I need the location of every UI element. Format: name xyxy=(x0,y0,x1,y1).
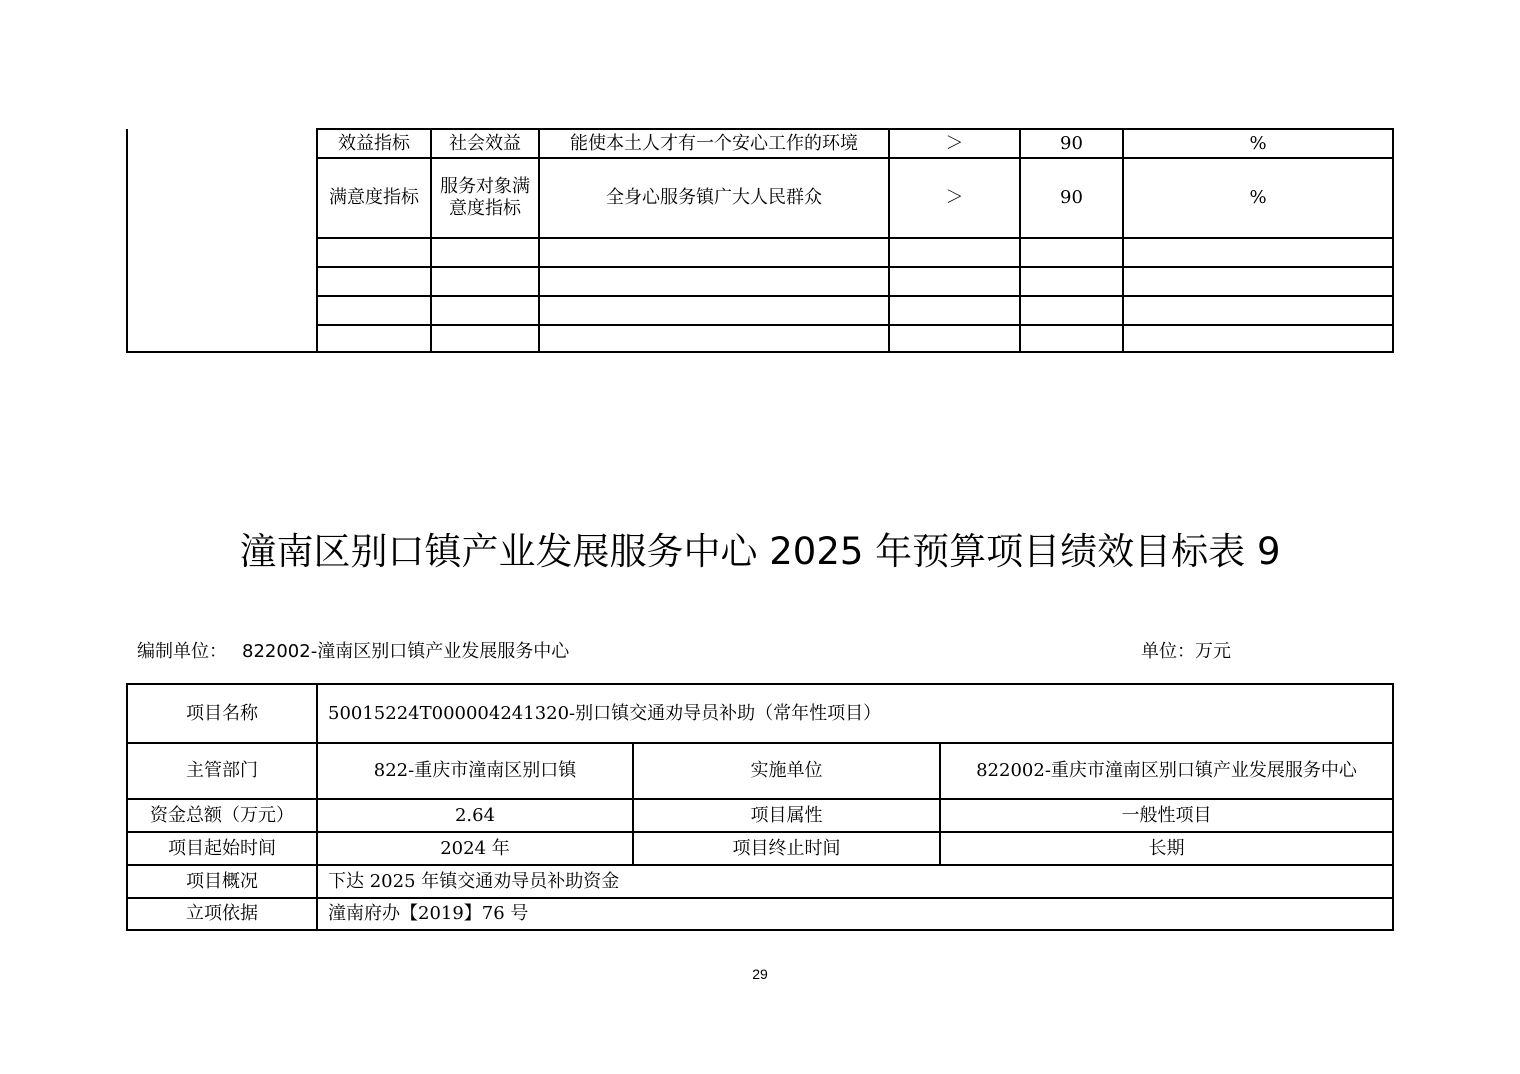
indicator-category-cell: 效益指标 xyxy=(317,129,431,158)
blank-cell xyxy=(127,129,317,352)
indicator-description-cell: 能使本土人才有一个安心工作的环境 xyxy=(539,129,889,158)
unit-cell: % xyxy=(1123,158,1393,238)
overview-label: 项目概况 xyxy=(127,865,317,898)
target-value-cell: 90 xyxy=(1020,129,1123,158)
project-name-label: 项目名称 xyxy=(127,684,317,743)
project-name-value: 50015224T000004241320-别口镇交通劝导员补助（常年性项目） xyxy=(317,684,1393,743)
unit-cell: % xyxy=(1123,129,1393,158)
end-time-label: 项目终止时间 xyxy=(633,832,940,865)
table-row xyxy=(127,129,1393,158)
impl-unit-label: 实施单位 xyxy=(633,743,940,799)
project-info-table xyxy=(126,683,1394,931)
operator-cell: ＞ xyxy=(889,129,1020,158)
table-row xyxy=(127,158,1393,238)
table-row xyxy=(127,832,1393,865)
indicator-subcategory-cell: 服务对象满意度指标 xyxy=(431,158,539,238)
org-value: 822002-潼南区别口镇产业发展服务中心 xyxy=(242,641,570,662)
basis-value: 潼南府办【2019】76 号 xyxy=(317,898,1393,930)
attr-value: 一般性项目 xyxy=(940,799,1393,832)
empty-row xyxy=(127,296,1393,325)
impl-unit-value: 822002-重庆市潼南区别口镇产业发展服务中心 xyxy=(940,743,1393,799)
overview-value: 下达 2025 年镇交通劝导员补助资金 xyxy=(317,865,1393,898)
start-time-label: 项目起始时间 xyxy=(127,832,317,865)
table-row xyxy=(127,865,1393,898)
dept-label: 主管部门 xyxy=(127,743,317,799)
amount-value: 2.64 xyxy=(317,799,633,832)
empty-row xyxy=(127,238,1393,267)
page-number: 29 xyxy=(752,966,768,982)
end-time-value: 长期 xyxy=(940,832,1393,865)
target-value-cell: 90 xyxy=(1020,158,1123,238)
unit-label: 单位：万元 xyxy=(1141,641,1231,662)
operator-cell: ＞ xyxy=(889,158,1020,238)
document-title: 潼南区别口镇产业发展服务中心 2025 年预算项目绩效目标表 9 xyxy=(239,530,1281,573)
indicator-subcategory-cell: 社会效益 xyxy=(431,129,539,158)
table-row xyxy=(127,898,1393,930)
amount-label: 资金总额（万元） xyxy=(127,799,317,832)
indicator-category-cell: 满意度指标 xyxy=(317,158,431,238)
basis-label: 立项依据 xyxy=(127,898,317,930)
indicator-table-continued xyxy=(126,128,1394,353)
dept-value: 822-重庆市潼南区别口镇 xyxy=(317,743,633,799)
empty-row xyxy=(127,267,1393,296)
table-row xyxy=(127,743,1393,799)
table-row xyxy=(127,684,1393,743)
start-time-value: 2024 年 xyxy=(317,832,633,865)
empty-row xyxy=(127,325,1393,352)
attr-label: 项目属性 xyxy=(633,799,940,832)
org-label: 编制单位： xyxy=(137,641,227,662)
indicator-description-cell: 全身心服务镇广大人民群众 xyxy=(539,158,889,238)
table-row xyxy=(127,799,1393,832)
